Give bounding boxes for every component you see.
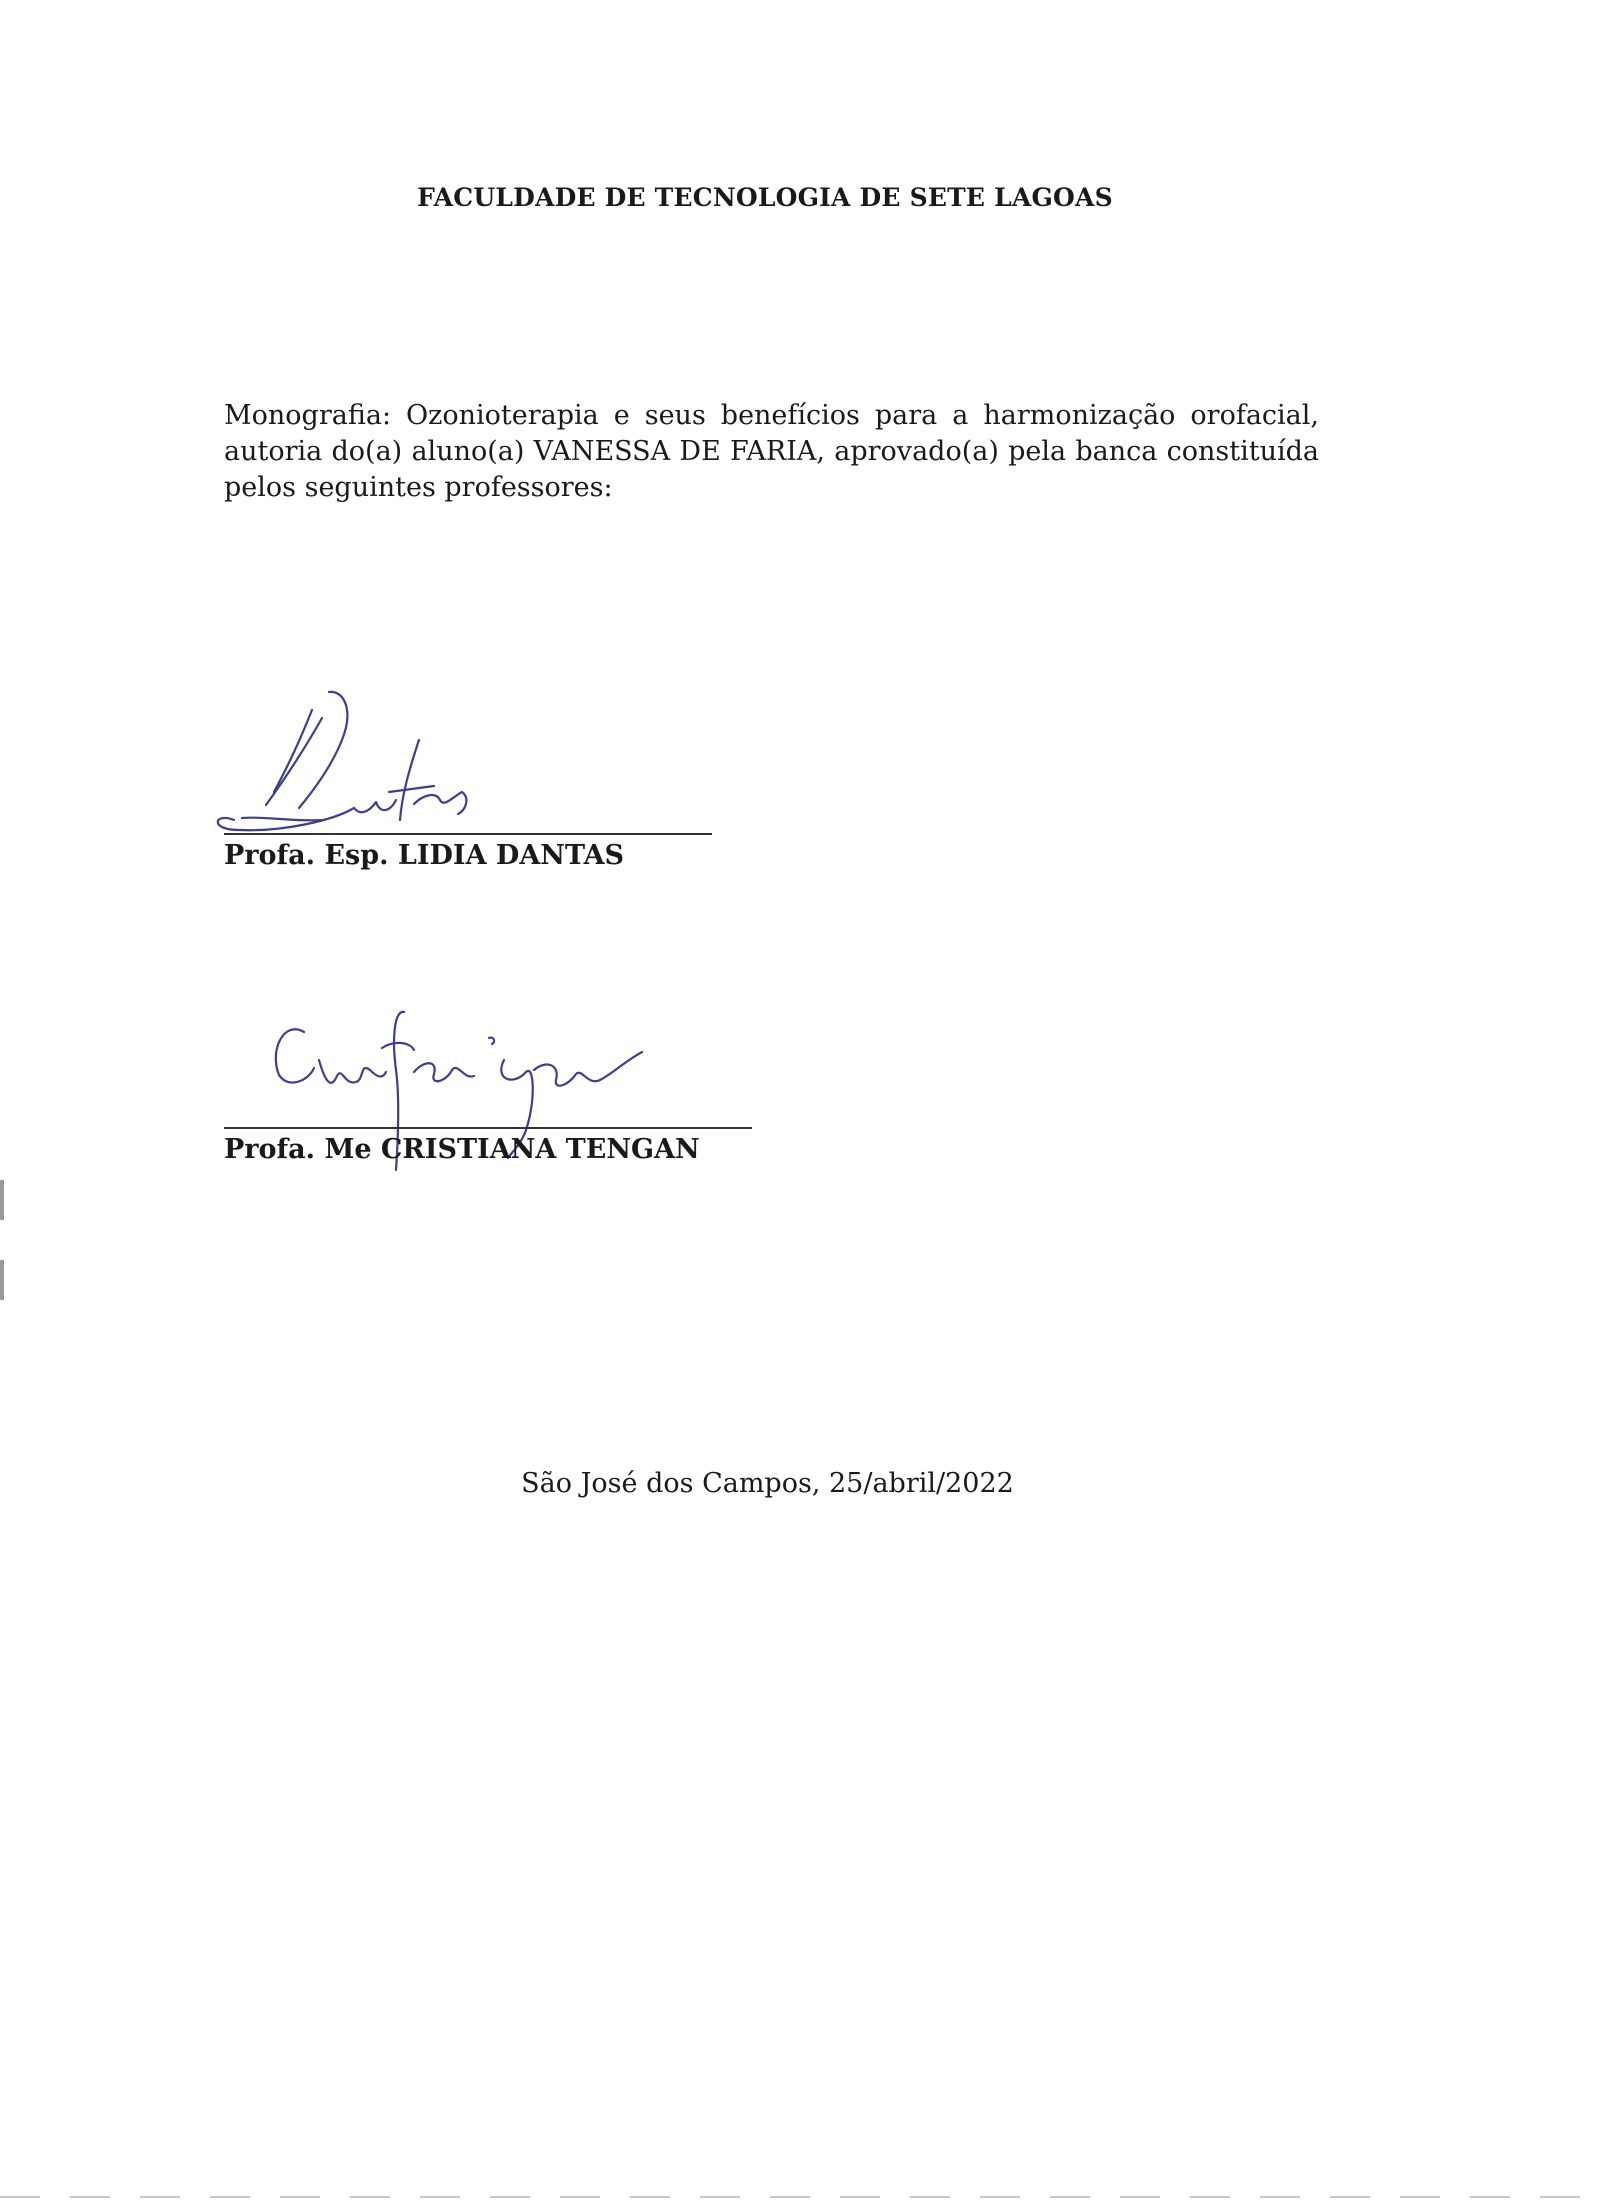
signature-lidia-dantas [204,680,504,840]
scan-edge-mark-1 [0,1180,4,1220]
scan-bottom-edge [0,2196,1600,2198]
approval-paragraph: Monografia: Ozonioterapia e seus benefícios para a harmonização orofacial, autoria do(a) aluno(a) VANESSA DE FARIA, aprovado(a) pela banca constituída pelos seguintes professores: [224,400,1319,503]
institution-title: FACULDADE DE TECNOLOGIA DE SETE LAGOAS [417,183,1113,212]
signature-line [224,833,712,835]
signature-line [224,1127,752,1129]
signatory-name-cristiana-tengan: Profa. Me CRISTIANA TENGAN [224,1134,700,1165]
signature-block-lidia-dantas [224,680,744,880]
signature-block-cristiana-tengan [224,990,784,1190]
signatory-name-lidia-dantas: Profa. Esp. LIDIA DANTAS [224,840,625,871]
scan-edge-mark-2 [0,1260,4,1300]
place-and-date: São José dos Campos, 25/abril/2022 [521,1468,1014,1499]
